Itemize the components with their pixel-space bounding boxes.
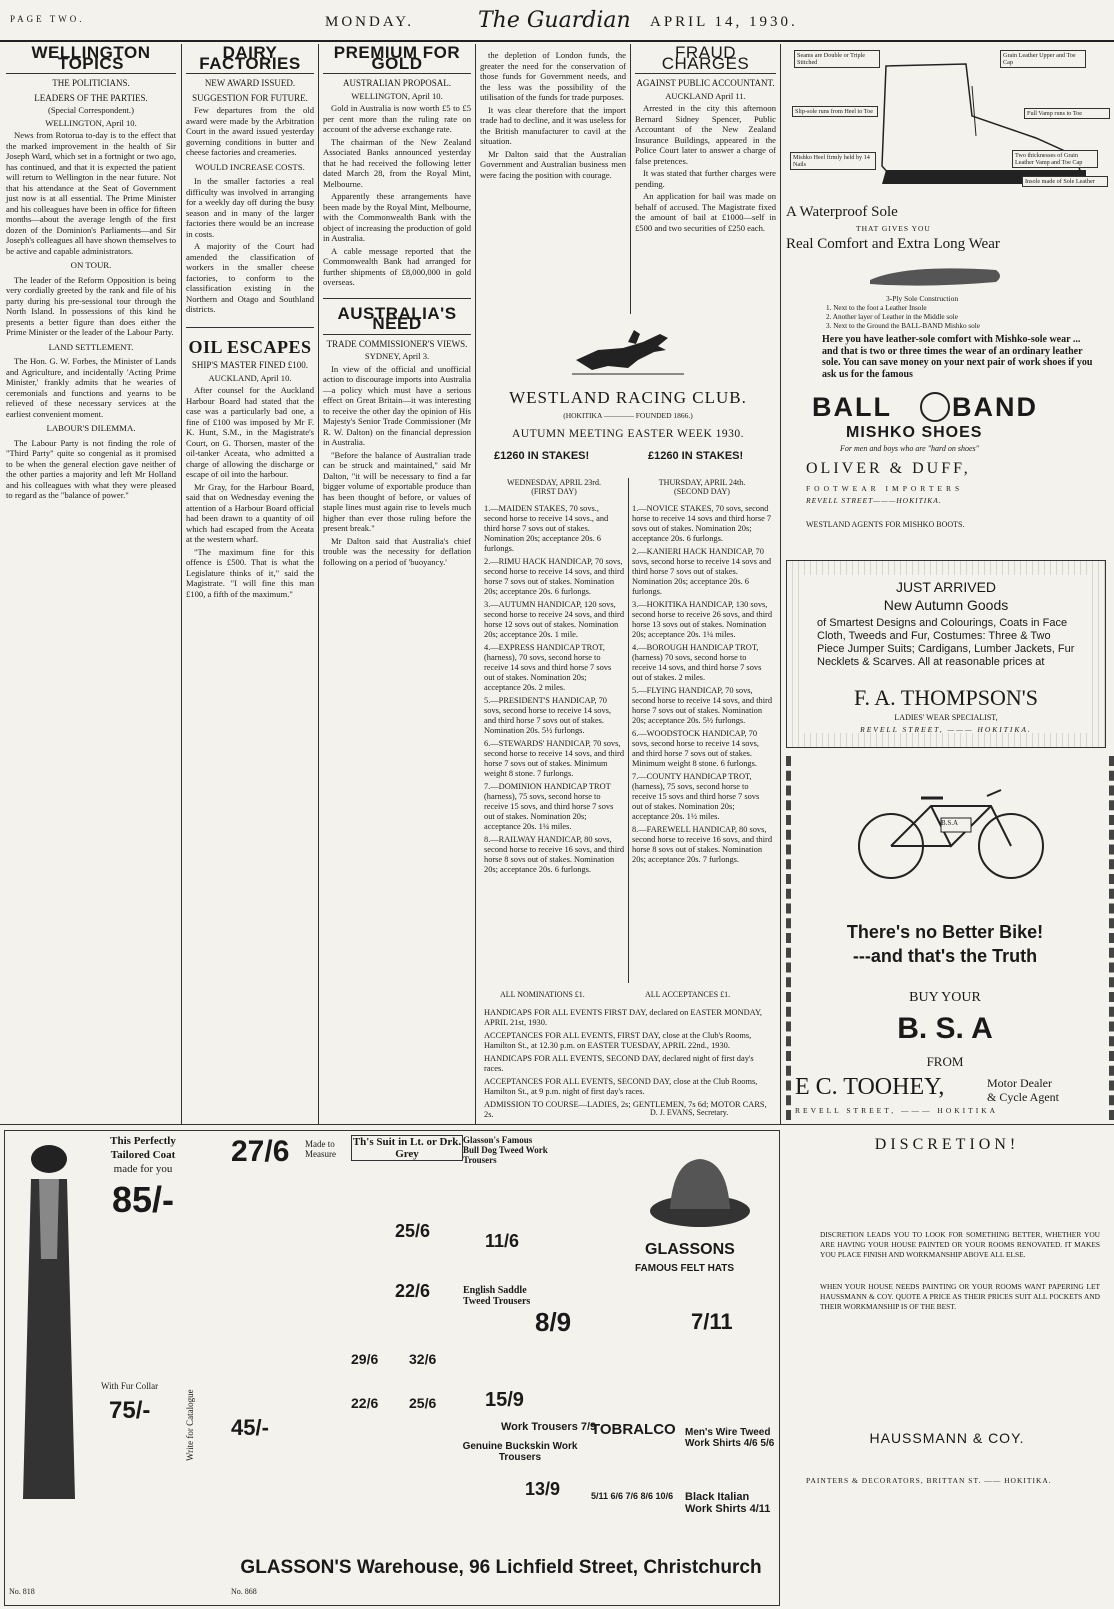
subheading: AGAINST PUBLIC ACCOUNTANT. [636,78,775,88]
racing-note: ADMISSION TO COURSE—LADIES, 2s; GENTLEMEN, 7s 6d; MOTOR CARS, 2s. [484,1100,767,1119]
boot-illustration-icon [786,46,1108,196]
race-entry: 1.—NOVICE STAKES, 70 sovs, second horse to receive 14 sovs and third horse 7 sovs out of stakes. Nomination 20s; acceptance 20s. 6 furlongs. [632,504,772,543]
paragraph: The Hon. G. W. Forbes, the Minister of Lands and Agriculture, and incidentally 'Acting Prime Minister,' frankly admits that he wearies of ceremonials and functions and yearns to be relieved of these necessary services at the earliest convenient moment. [6,356,176,419]
brand-tagline: For men and boys who are "hard on shoes" [840,444,980,453]
discretion-paragraph: DISCRETION LEADS YOU TO LOOK FOR SOMETHING BETTER, WHETHER YOU ARE HAVING YOUR HOUSE PAINTED OR YOUR ROOMS RENOVATED. IT MAKES YOU PLACE FINISH AND WORKMANSHIP ABOVE ALL ELSE. [820,1230,1100,1259]
paragraph: Arrested in the city this afternoon Bernard Sidney Spencer, Public Accountant of the New Zealand Insurance Buildings, appeared in the Police Court later to answer a charge of false pretences. [635,103,776,166]
ad-thompson [786,560,1106,748]
worsted-price: 25/6 [395,1221,431,1241]
worsted-price: 22/6 [395,1281,431,1301]
buckskin-trousers: Genuine Buckskin Work Trousers [462,1441,578,1463]
column-rule [318,44,319,1124]
ply-line: 2. Another layer of Leather in the Middle sole [826,313,958,321]
write-for-catalogue: Write for Catalogue [185,1389,195,1461]
race-entry: 5.—FLYING HANDICAP, 70 sovs, second horse to receive 14 sovs, and third horse 7 sovs out of stakes. Nomination 20s; acceptance 20s. 5½ furlongs. [632,686,773,725]
section-rule [0,1124,1114,1125]
boot-callout: Slip-sole runs from Heel to Toe [792,106,878,117]
bsa-line2: ---and that's the Truth [852,946,1038,966]
ply-heading: 3-Ply Sole Construction [886,294,959,303]
racing-secretary: D. J. EVANS, Secretary. [650,1108,729,1117]
sole-icon [866,260,1006,290]
ad-glassons [4,1130,780,1606]
tobralco-label: TOBRALCO [591,1421,676,1438]
racing-nominations: ALL NOMINATIONS £1. [500,990,585,999]
column-rule [780,44,781,1124]
race-entry: 8.—RAILWAY HANDICAP, 80 sovs, second horse to receive 16 sovs, and third horse 8 sovs out of stakes. Nomination 20s; acceptance 20s. 6 furlongs. [484,835,625,874]
boot-body: Here you have leather-sole comfort with Mishko-sole wear ... and that is two or three times the wear of an ordinary leather sole. You can save money on your next pair of work shoes if you ask us for the famous [822,334,1093,380]
race-entry: 1.—MAIDEN STAKES, 70 sovs., second horse to receive 14 sovs., and third horse 7 sovs out of stakes. Nomination 20s; acceptance 20s. 6 furlongs. [484,504,609,553]
race-list-day2 [632,504,772,984]
ad-haussmann-discretion [786,1130,1108,1604]
paragraph: In view of the official and unofficial action to discourage imports into Australia—a policy which must have a serious effect on Great Britain—it was interesting to receive the other day the opinion of His Majesty's Senior Trade Commissioner (Mr R. W. Dalton) on the financial depression in Australia. [323,363,471,447]
subheading: WOULD INCREASE COSTS. [195,161,305,172]
paragraph: Mr Dalton said that Australia's chief trouble was the necessity for deflation following on a period of 'buoyancy.' [323,535,471,567]
racing-stakes: £1260 IN STAKES! [648,450,744,462]
race-entry: 3.—AUTUMN HANDICAP, 120 sovs, second horse to receive 24 sovs, and third horse 12 sovs out of stakes. Nomination 20s; acceptance 20s. 1 mile. [484,600,625,639]
racing-title: WESTLAND RACING CLUB. [509,388,747,407]
article-wellington-topics [6,44,176,1122]
boot-callout: Grain Leather Upper and Toe Cap [1000,50,1086,68]
suit-price-2: 45/- [231,1415,269,1440]
race-entry: 7.—COUNTY HANDICAP TROT, (harness), 75 sovs, second horse to receive 15 sovs and third horse 7 sovs out of stakes. Nomination 20s; acceptance 20s. 1½ miles. [632,772,760,821]
column-rule [181,44,182,1124]
bsa-address: REVELL STREET, ——— HOKITIKA [795,1106,999,1115]
boot-callout: Full Vamp runs to Toe [1024,108,1110,119]
catalogue-number: No. 818 [9,1587,35,1596]
day-subheading: (FIRST DAY) [531,487,577,496]
haussmann-name: HAUSSMANN & COY. [869,1430,1025,1446]
coat-line3: made for you [113,1163,173,1175]
saddle-trousers: English Saddle Tweed Trousers [463,1285,531,1307]
dateline: WELLINGTON, April 10. [351,90,443,101]
ply-lines [826,304,980,331]
dateline: WELLINGTON, April 10. [45,117,137,128]
saddle-price: 15/9 [485,1389,524,1411]
tobralco-shirts: 5/11 6/6 7/6 8/6 10/6 [591,1491,674,1501]
bsa-buy: BUY YOUR [909,990,981,1005]
race-entry: 5.—PRESIDENT'S HANDICAP, 70 sovs, second horse to receive 14 sovs, and third horse 7 sovs out of stakes. Nomination 20s. 5½ furlongs. [484,696,611,735]
ply-line: 1. Next to the foot a Leather Insole [826,304,927,312]
racing-note: ACCEPTANCES FOR ALL EVENTS, SECOND DAY, close at the Club Rooms, Hamilton St., at 9 p.m. night of first day's races. [484,1077,758,1096]
firm-sub: FOOTWEAR IMPORTERS [806,484,964,493]
dateline: AUCKLAND, April 10. [208,372,292,383]
buckskin-price: 13/9 [525,1479,561,1499]
column-rule [630,44,631,314]
thompson-body: of Smartest Designs and Colourings, Coats in Face Cloth, Tweeds and Fur, Costumes: Three & Two Piece Jumper Suits; Cardigans, Lumber Jackets, Fur Necklets & Scarves. All at reasonable prices at [817,617,1075,668]
coat-fur: With Fur Collar [101,1381,159,1391]
catalogue-number: No. 868 [231,1587,257,1596]
race-entry: 6.—WOODSTOCK HANDICAP, 70 sovs, second horse to receive 14 sovs, and third horse 7 sovs out of stakes. Minimum weight 8 stone. 6 furlongs. [632,729,759,768]
paragraph: It was stated that further charges were pending. [635,168,776,189]
boot-headline: Real Comfort and Extra Long Wear [786,236,1000,252]
brand-emblem-icon [920,392,950,422]
boot-headline-small: THAT GIVES YOU [856,224,931,233]
paragraph: Gold in Australia is now worth £5 to £5 per cent more than the ruling rate on account of the adverse exchange rate. [323,103,471,134]
worsted-price: 22/6 [351,1395,379,1411]
article-title: DAIRY FACTORIES [186,48,314,74]
haussmann-footer: PAINTERS & DECORATORS, BRITTAN ST. —— HOKITIKA. [806,1476,1052,1485]
subheading: ON TOUR. [70,260,112,270]
coat-price: 85/- [111,1179,175,1220]
bsa-dealer: E C. TOOHEY, [795,1074,945,1100]
boot-callout: Seams are Double or Triple Stitched [794,50,880,68]
racing-note: HANDICAPS FOR ALL EVENTS FIRST DAY, declared on EASTER MONDAY, APRIL 21st, 1930. [484,1008,763,1027]
thompson-line2: New Autumn Goods [883,597,1009,613]
paragraph: Apparently these arrangements have been made by the Royal Mint, Melbourne, with the Commonwealth Bank with the object of increasing the production of gold in Australia. [323,191,471,243]
racing-day2 [632,478,772,496]
race-entry: 3.—HOKITIKA HANDICAP, 130 sovs, second horse to receive 26 sovs, and third horse 13 sovs out of stakes. Nomination 20s; acceptance 20s. 1¼ miles. [632,600,773,639]
article-dairy-factories [186,44,314,1122]
article-title: OIL ESCAPES [188,336,312,357]
racing-note: ACCEPTANCES FOR ALL EVENTS, FIRST DAY, close at the Club's Rooms, Hamilton St., at 12.30 p.m. on EASTER TUESDAY, APRIL 22nd., 1930. [484,1031,752,1050]
bsa-role2: & Cycle Agent [987,1090,1059,1104]
glassons-warehouse: GLASSON'S Warehouse, 96 Lichfield Street, Christchurch [240,1557,762,1578]
race-entry: 2.—RIMU HACK HANDICAP, 70 sovs, second horse to receive 14 sovs, and third horse 7 sovs out of stakes. Nomination 20s; acceptance 20s. 6 furlongs. [484,557,625,596]
race-entry: 8.—FAREWELL HANDICAP, 80 sovs, second horse to receive 16 sovs, and third horse 8 sovs out of stakes. Nomination 20s; acceptance 20s. 7 furlongs. [632,825,773,864]
bsa-name: B. S. A [897,1012,993,1045]
brand-ball: BALL [812,392,892,422]
paragraph: A cable message reported that the Commonwealth Bank had arranged for further shipments of £8,000,000 in gold overseas. [323,245,471,287]
racehorse-icon [568,320,688,380]
article-fraud-charges [635,44,776,314]
race-entry: 2.—KANIERI HACK HANDICAP, 70 sovs, second horse to receive 14 sovs and third horse 7 sovs out of stakes. Nomination 20s; acceptance 20s. 6 furlongs. [632,547,772,596]
coat-line1: This Perfectly [110,1135,176,1147]
boot-callout: Two thicknesses of Grain Leather Vamp and Toe Cap [1012,150,1098,168]
subheading: NEW AWARD ISSUED. [204,78,296,88]
race-entry: 7.—DOMINION HANDICAP TROT (harness), 75 sovs, second horse to receive 15 sovs, and third horse 7 sovs out of stakes. Nomination 20s; acceptance 20s. 1¼ miles. [484,782,614,831]
ad-ball-band-mishko [786,46,1108,549]
paragraph: the depletion of London funds, the greater the need for the conservation of those funds for Government needs, and the less was the possibility of the utilisation of the funds for trade purposes. [480,50,626,102]
racing-acceptances: ALL ACCEPTANCES £1. [645,990,731,999]
race-entry: 6.—STEWARDS' HANDICAP, 70 sovs, second horse to receive 14 sovs, and third horse 7 sovs out of stakes. Minimum weight 8 stone. 7 furlongs. [484,739,625,778]
coat-line2: Tailored Coat [110,1149,176,1161]
subheading: SUGGESTION FOR FUTURE. [192,92,308,103]
race-entry: 4.—BOROUGH HANDICAP TROT, (harness) 70 sovs, second horse to receive 14 sovs, and third horse 7 sovs out of stakes. 2 miles. [632,643,762,682]
article-title: FRAUD CHARGES [635,48,776,74]
tobralco-price: 8/9 [535,1307,572,1337]
subheading: TRADE COMMISSIONER'S VIEWS. [326,338,468,349]
suit-price: 27/6 [231,1135,290,1168]
day-heading: WEDNESDAY, APRIL 23rd. [507,478,601,487]
paragraph: Mr Gray, for the Harbour Board, said that on Wednesday evening the attention of a Harbour Board official had been drawn to a quantity of oil which had escaped from the Aceata at the western wharf. [186,481,314,544]
coat-fur-price: 75/- [109,1397,151,1424]
ad-bsa-bicycle [786,756,1114,1120]
byline: (Special Correspondent.) [48,105,134,115]
race-list-day1 [484,504,624,984]
paragraph: An application for bail was made on behalf of accused. The Magistrate fixed the amount of bail at £1000—self in £500 and two securities of £250 each. [635,191,776,233]
thompson-address: REVELL STREET, ——— HOKITIKA. [860,725,1032,734]
masthead-title: The Guardian [478,8,631,33]
day-heading: THURSDAY, APRIL 24th. [658,478,746,487]
paragraph: Few departures from the old award were made by the Arbitration Court in the award issued yesterday governing conditions in butter and cheese factories and creameries. [186,105,314,157]
ad-westland-racing-club [480,318,776,1124]
subheading: LEADERS OF THE PARTIES. [34,92,148,103]
subheading: LABOUR'S DILEMMA. [46,423,136,433]
paragraph: A majority of the Court had amended the classification of workers in the smaller cheese factories, to conform to the classification existing in the Northern and Otago and Southland districts. [186,241,314,314]
racing-founded: (HOKITIKA ———— FOUNDED 1866.) [563,411,693,420]
firm-address: REVELL STREET———HOKITIKA. [806,496,942,505]
thompson-line1: JUST ARRIVED [895,579,997,595]
bulldog-trousers: Glasson's Famous Bull Dog Tweed Work Trousers [463,1135,548,1165]
woman-in-coat-icon [9,1139,89,1519]
article-continued [480,50,626,312]
firm-agents: WESTLAND AGENTS FOR MISHKO BOOTS. [806,520,965,529]
article-title: WELLINGTON TOPICS [6,48,176,74]
wire-tweed-shirts: Men's Wire Tweed Work Shirts 4/6 5/6 [685,1427,775,1449]
subheading: SHIP'S MASTER FINED £100. [191,360,309,370]
worsted-heading: Th's Suit in Lt. or Drk. Grey [352,1136,462,1160]
discretion-title: DISCRETION! [874,1136,1020,1153]
paragraph: It was clear therefore that the import trade had to decline, and it was useless for the British manufacturer to cavil at the situation. [480,104,626,146]
subheading: LAND SETTLEMENT. [48,341,134,352]
article-title: AUSTRALIA'S NEED [323,309,471,335]
thompson-spec: LADIES' WEAR SPECIALIST, [894,713,998,722]
masthead-date: APRIL 14, 1930. [650,14,798,30]
dateline: SYDNEY, April 3. [364,351,430,361]
work-trousers: Work Trousers 7/9 [501,1421,597,1433]
paragraph: Mr Dalton said that the Australian Government and Australian business men were facing the position with courage. [480,148,626,180]
discretion-paragraph: WHEN YOUR HOUSE NEEDS PAINTING OR YOUR ROOMS WANT PAPERING LET HAUSSMANN & COY. QUOTE A PRICE AS THEIR PRICES SUIT ALL POCKETS AND THEIR WORKMANSHIP IS OF THE BEST. [820,1282,1100,1311]
subheading: THE POLITICIANS. [52,78,130,88]
boot-callout: Insole made of Sole Leather [1022,176,1108,187]
dateline: AUCKLAND April 11. [665,90,746,101]
paragraph: The Labour Party is not finding the role of "Third Party" quite so congenial as it promised to be when the general election gave neither of the other parties a majority and left Mr Holland and his colleagues with what they were pleased to regard as the "balance of power." [6,437,176,500]
masthead-day: MONDAY. [325,14,414,30]
bsa-line1: There's no Better Bike! [846,922,1044,942]
racing-meeting: AUTUMN MEETING EASTER WEEK 1930. [511,428,745,440]
worsted-price: 32/6 [409,1351,437,1367]
brand-band: BAND [952,392,1038,422]
racing-day1 [484,478,624,496]
paragraph: After counsel for the Auckland Harbour Board had stated that the case was a particularly bad one, a fine of £100 was imposed by Mr F. K. Hunt, S.M., in the Magistrate's Court, on G. Thorsen, master of the oil-tanker Aceata, who admitted a charge of allowing the discharge or escape of oil into the harbour. [186,385,314,479]
column-rule [475,44,476,1124]
boot-headline: A Waterproof Sole [786,204,898,220]
hats-price: 7/11 [691,1309,733,1334]
hats-brand: GLASSONS [645,1241,735,1258]
thompson-name: F. A. THOMPSON'S [854,685,1038,710]
paragraph: In the smaller factories a real difficulty was involved in arranging for a weekly day off during the busy season and in many of the larger factories there would be an increase in costs. [186,176,314,239]
paragraph: The leader of the Reform Opposition is being very cordially greeted by the rank and file of his party during his pre-sessional tour through the North Island. In possessions of this kind he presents a better figure than does either the Prime Minister or the leader of the Labour Party. [6,274,176,337]
firm-name: OLIVER & DUFF, [806,460,971,477]
suit-label: Made to Measure [305,1139,336,1159]
page-number: PAGE TWO. [10,14,85,24]
paragraph: News from Rotorua to-day is to the effect that the marked improvement in the health of Sir Joseph Ward, which set in a fortnight or two ago, has continued, and that it is expected the patient will return to Wellington in the near future. Not that his attendance at the Seat of Government just now is at all essential. The Prime Minister and his colleagues have been in office for fifteen months—about the average length of the first dozen of the Dominion's Parliaments—and Sir Joseph's colleagues all have shown themselves to be active and capable administrators. [6,130,176,256]
hats-label: FAMOUS FELT HATS [635,1263,735,1274]
felt-hat-icon [645,1141,755,1241]
ply-line: 3. Next to the Ground the BALL-BAND Mishko sole [826,322,980,330]
bsa-badge: B.S.A [941,819,959,827]
racing-stakes: £1260 IN STAKES! [494,450,590,462]
article-premium-for-gold [323,44,471,1122]
italian-shirts: Black Italian Work Shirts 4/11 [685,1491,771,1515]
bulldog-price: 11/6 [485,1231,520,1251]
article-title: PREMIUM FOR GOLD [323,48,471,74]
masthead [0,0,1114,42]
subheading: AUSTRALIAN PROPOSAL. [342,78,451,88]
day-subheading: (SECOND DAY) [674,487,730,496]
worsted-price: 29/6 [351,1351,379,1367]
paragraph: The chairman of the New Zealand Associated Banks announced yesterday that he had received the following letter dated March 28, from the Royal Mint, Melbourne. [323,136,471,189]
bsa-role1: Motor Dealer [987,1076,1052,1090]
race-entry: 4.—EXPRESS HANDICAP TROT, (harness), 70 sovs, second horse to receive 14 sovs and third horse 7 sovs out of stakes. Nomination 20s; acceptance 20s. 2 miles. [484,643,612,692]
worsted-price: 25/6 [409,1395,437,1411]
boot-callout: Mishko Heel firmly held by 14 Nails [790,152,876,170]
brand-mishko: MISHKO SHOES [846,424,983,441]
bsa-from: FROM [926,1054,964,1069]
racing-note: HANDICAPS FOR ALL EVENTS, SECOND DAY, declared night of first day's races. [484,1054,754,1073]
paragraph: "The maximum fine for this offence is £500. That is what the Legislature thinks of it," said the Magistrate. "I will fine this man £100, a fifth of the maximum." [186,546,314,599]
paragraph: "Before the balance of Australian trade can be struck and maintained," said Mr Dalton, "it will be necessary to find a far bigger volume of exportable produce than has been thought of before, or values of staple lines must again rise to levels much higher than ever those ruling before the present break." [323,449,471,533]
